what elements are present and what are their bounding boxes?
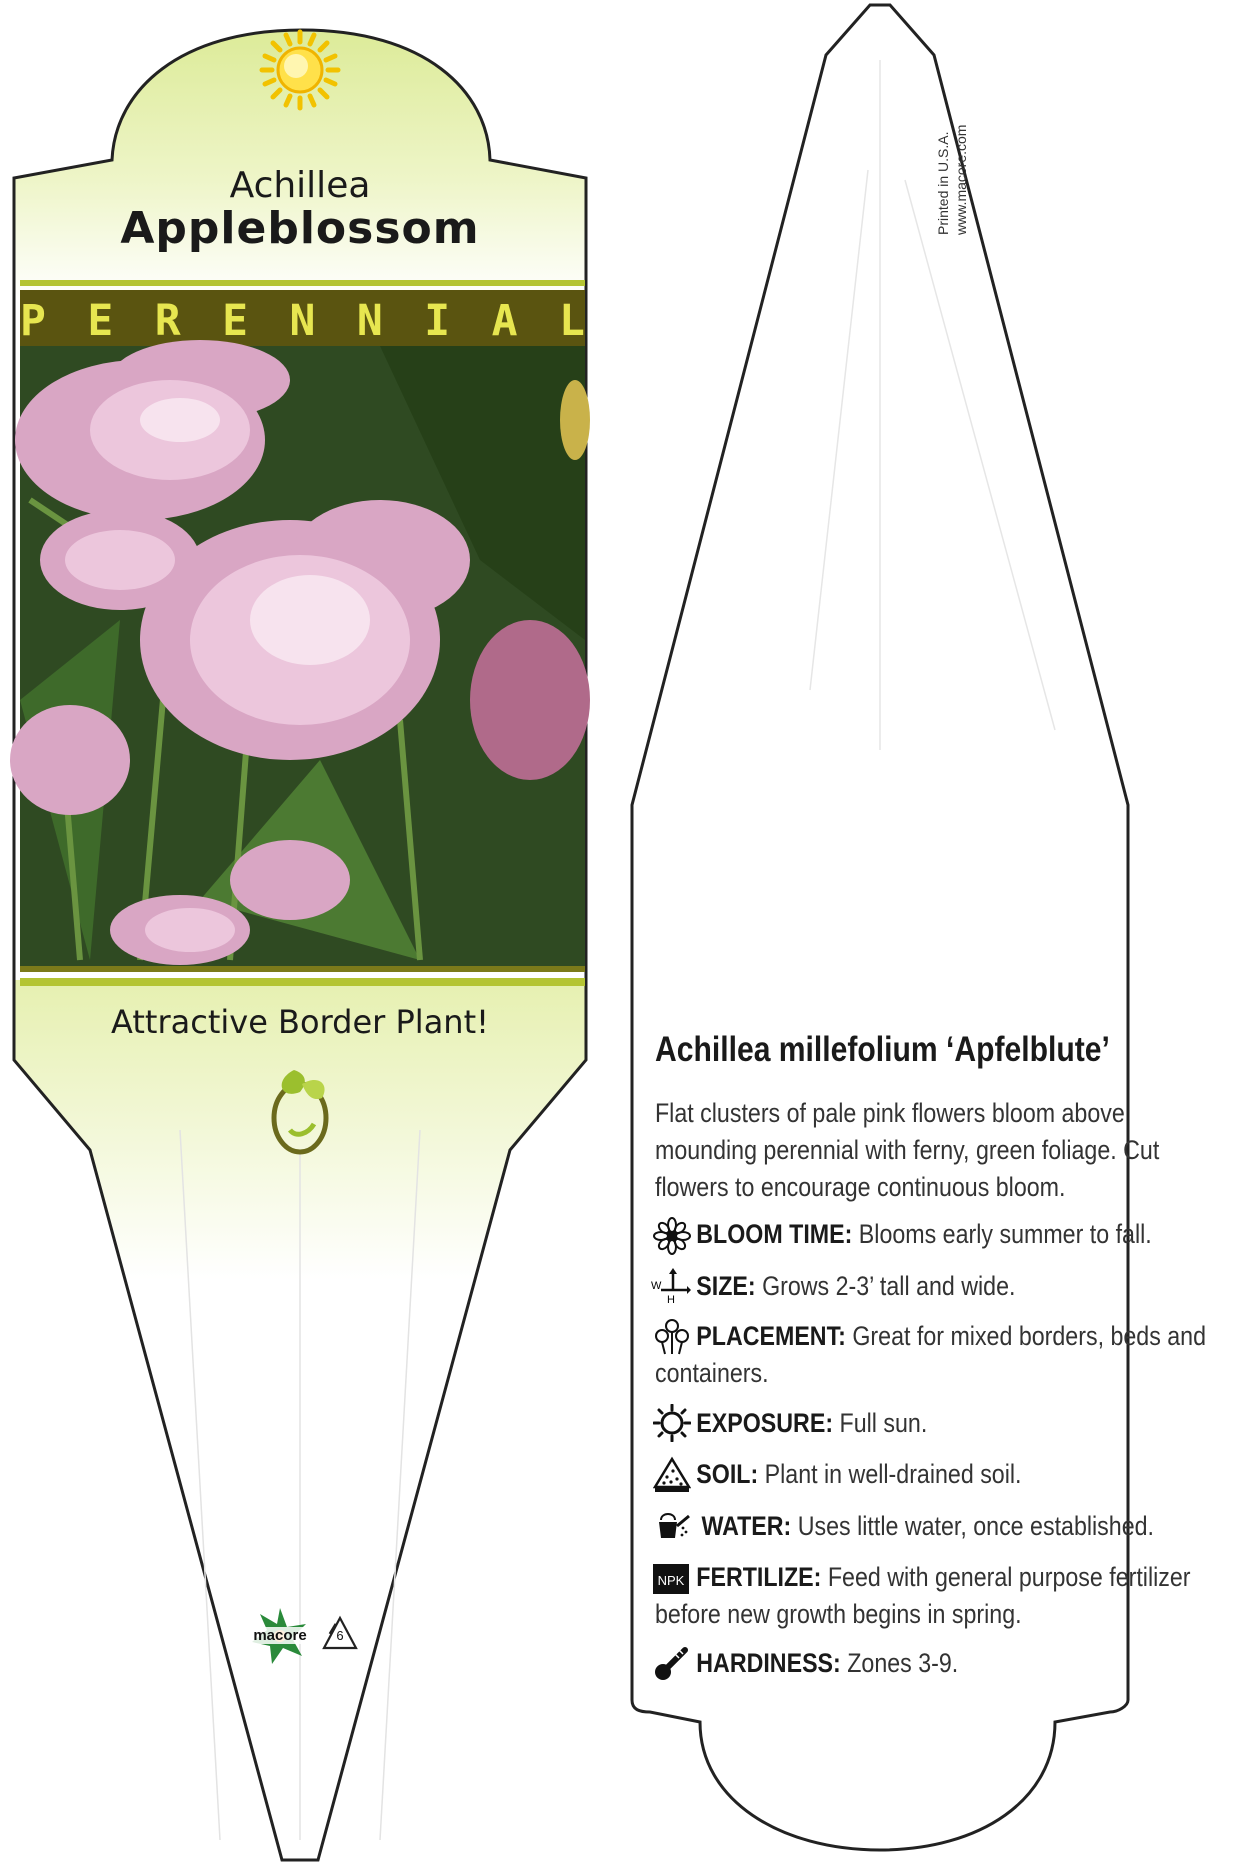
attribute-text: Full sun. xyxy=(833,1408,928,1438)
category-letter: E xyxy=(87,296,114,346)
soil-icon xyxy=(653,1455,691,1493)
npk-label: NPK xyxy=(653,1564,689,1594)
attribute-label: FERTILIZE: xyxy=(696,1562,822,1592)
attribute-soil xyxy=(655,1456,1214,1493)
category-banner xyxy=(20,297,585,345)
category-letter: P xyxy=(20,296,46,346)
size-icon xyxy=(653,1268,691,1306)
recycle-code: 6 xyxy=(336,1628,344,1643)
attribute-text: Feed with general purpose fertilizer before new growth begins in spring. xyxy=(655,1562,1191,1629)
plants-icon xyxy=(653,1318,691,1356)
attribute-label: SIZE: xyxy=(696,1271,756,1301)
attribute-text: Blooms early summer to fall. xyxy=(852,1219,1152,1249)
npk-icon xyxy=(653,1560,691,1598)
botanical-name: Achillea millefolium ‘Apfelblute’ xyxy=(655,1030,1110,1069)
attribute-label: BLOOM TIME: xyxy=(696,1219,853,1249)
category-letter: L xyxy=(559,296,585,346)
tagline: Attractive Border Plant! xyxy=(111,1003,489,1041)
category-letter: N xyxy=(356,296,383,346)
attribute-size xyxy=(655,1268,1214,1305)
category-letter: N xyxy=(289,296,316,346)
size-icon-w: W xyxy=(651,1280,662,1292)
watering-can-icon xyxy=(653,1508,691,1546)
sun-outline-icon xyxy=(653,1404,691,1442)
attribute-text: Zones 3-9. xyxy=(840,1648,959,1678)
attribute-hardiness xyxy=(655,1645,1214,1682)
attribute-fertilize xyxy=(655,1559,1214,1633)
flower-photo xyxy=(10,340,590,966)
category-letter: E xyxy=(222,296,249,346)
attribute-text: Uses little water, once established. xyxy=(791,1511,1154,1541)
attribute-text: Plant in well-drained soil. xyxy=(758,1459,1022,1489)
flower-icon xyxy=(653,1217,691,1255)
attribute-exposure xyxy=(655,1405,1214,1442)
category-letter: R xyxy=(154,296,181,346)
size-icon-h: H xyxy=(667,1294,675,1306)
attribute-text: Great for mixed borders, beds and containers. xyxy=(655,1321,1207,1388)
attribute-placement xyxy=(655,1318,1214,1392)
category-letter: I xyxy=(424,296,451,346)
sun-icon xyxy=(262,32,338,108)
printed-note xyxy=(935,70,975,240)
attribute-text: Grows 2-3’ tall and wide. xyxy=(755,1271,1016,1301)
attribute-label: SOIL: xyxy=(696,1459,759,1489)
attribute-label: HARDINESS: xyxy=(696,1648,841,1678)
printed-line: Printed in U.S.A. xyxy=(935,131,951,235)
attribute-water xyxy=(655,1508,1214,1545)
plant-cultivar: Appleblossom xyxy=(120,203,480,254)
category-letter: A xyxy=(491,296,518,346)
attribute-label: WATER: xyxy=(701,1511,792,1541)
attribute-label: EXPOSURE: xyxy=(696,1408,834,1438)
attribute-label: PLACEMENT: xyxy=(696,1321,846,1351)
plant-description: Flat clusters of pale pink flowers bloom above mounding perennial with ferny, green foliage. Cut flowers to encourage continuous bloom. xyxy=(655,1098,1160,1202)
brand-name: macore xyxy=(245,1627,315,1644)
thermometer-icon xyxy=(653,1644,691,1682)
plant-genus: Achillea xyxy=(229,165,371,206)
website-line: www.macore.com xyxy=(953,124,969,235)
attribute-bloom-time xyxy=(655,1216,1214,1253)
